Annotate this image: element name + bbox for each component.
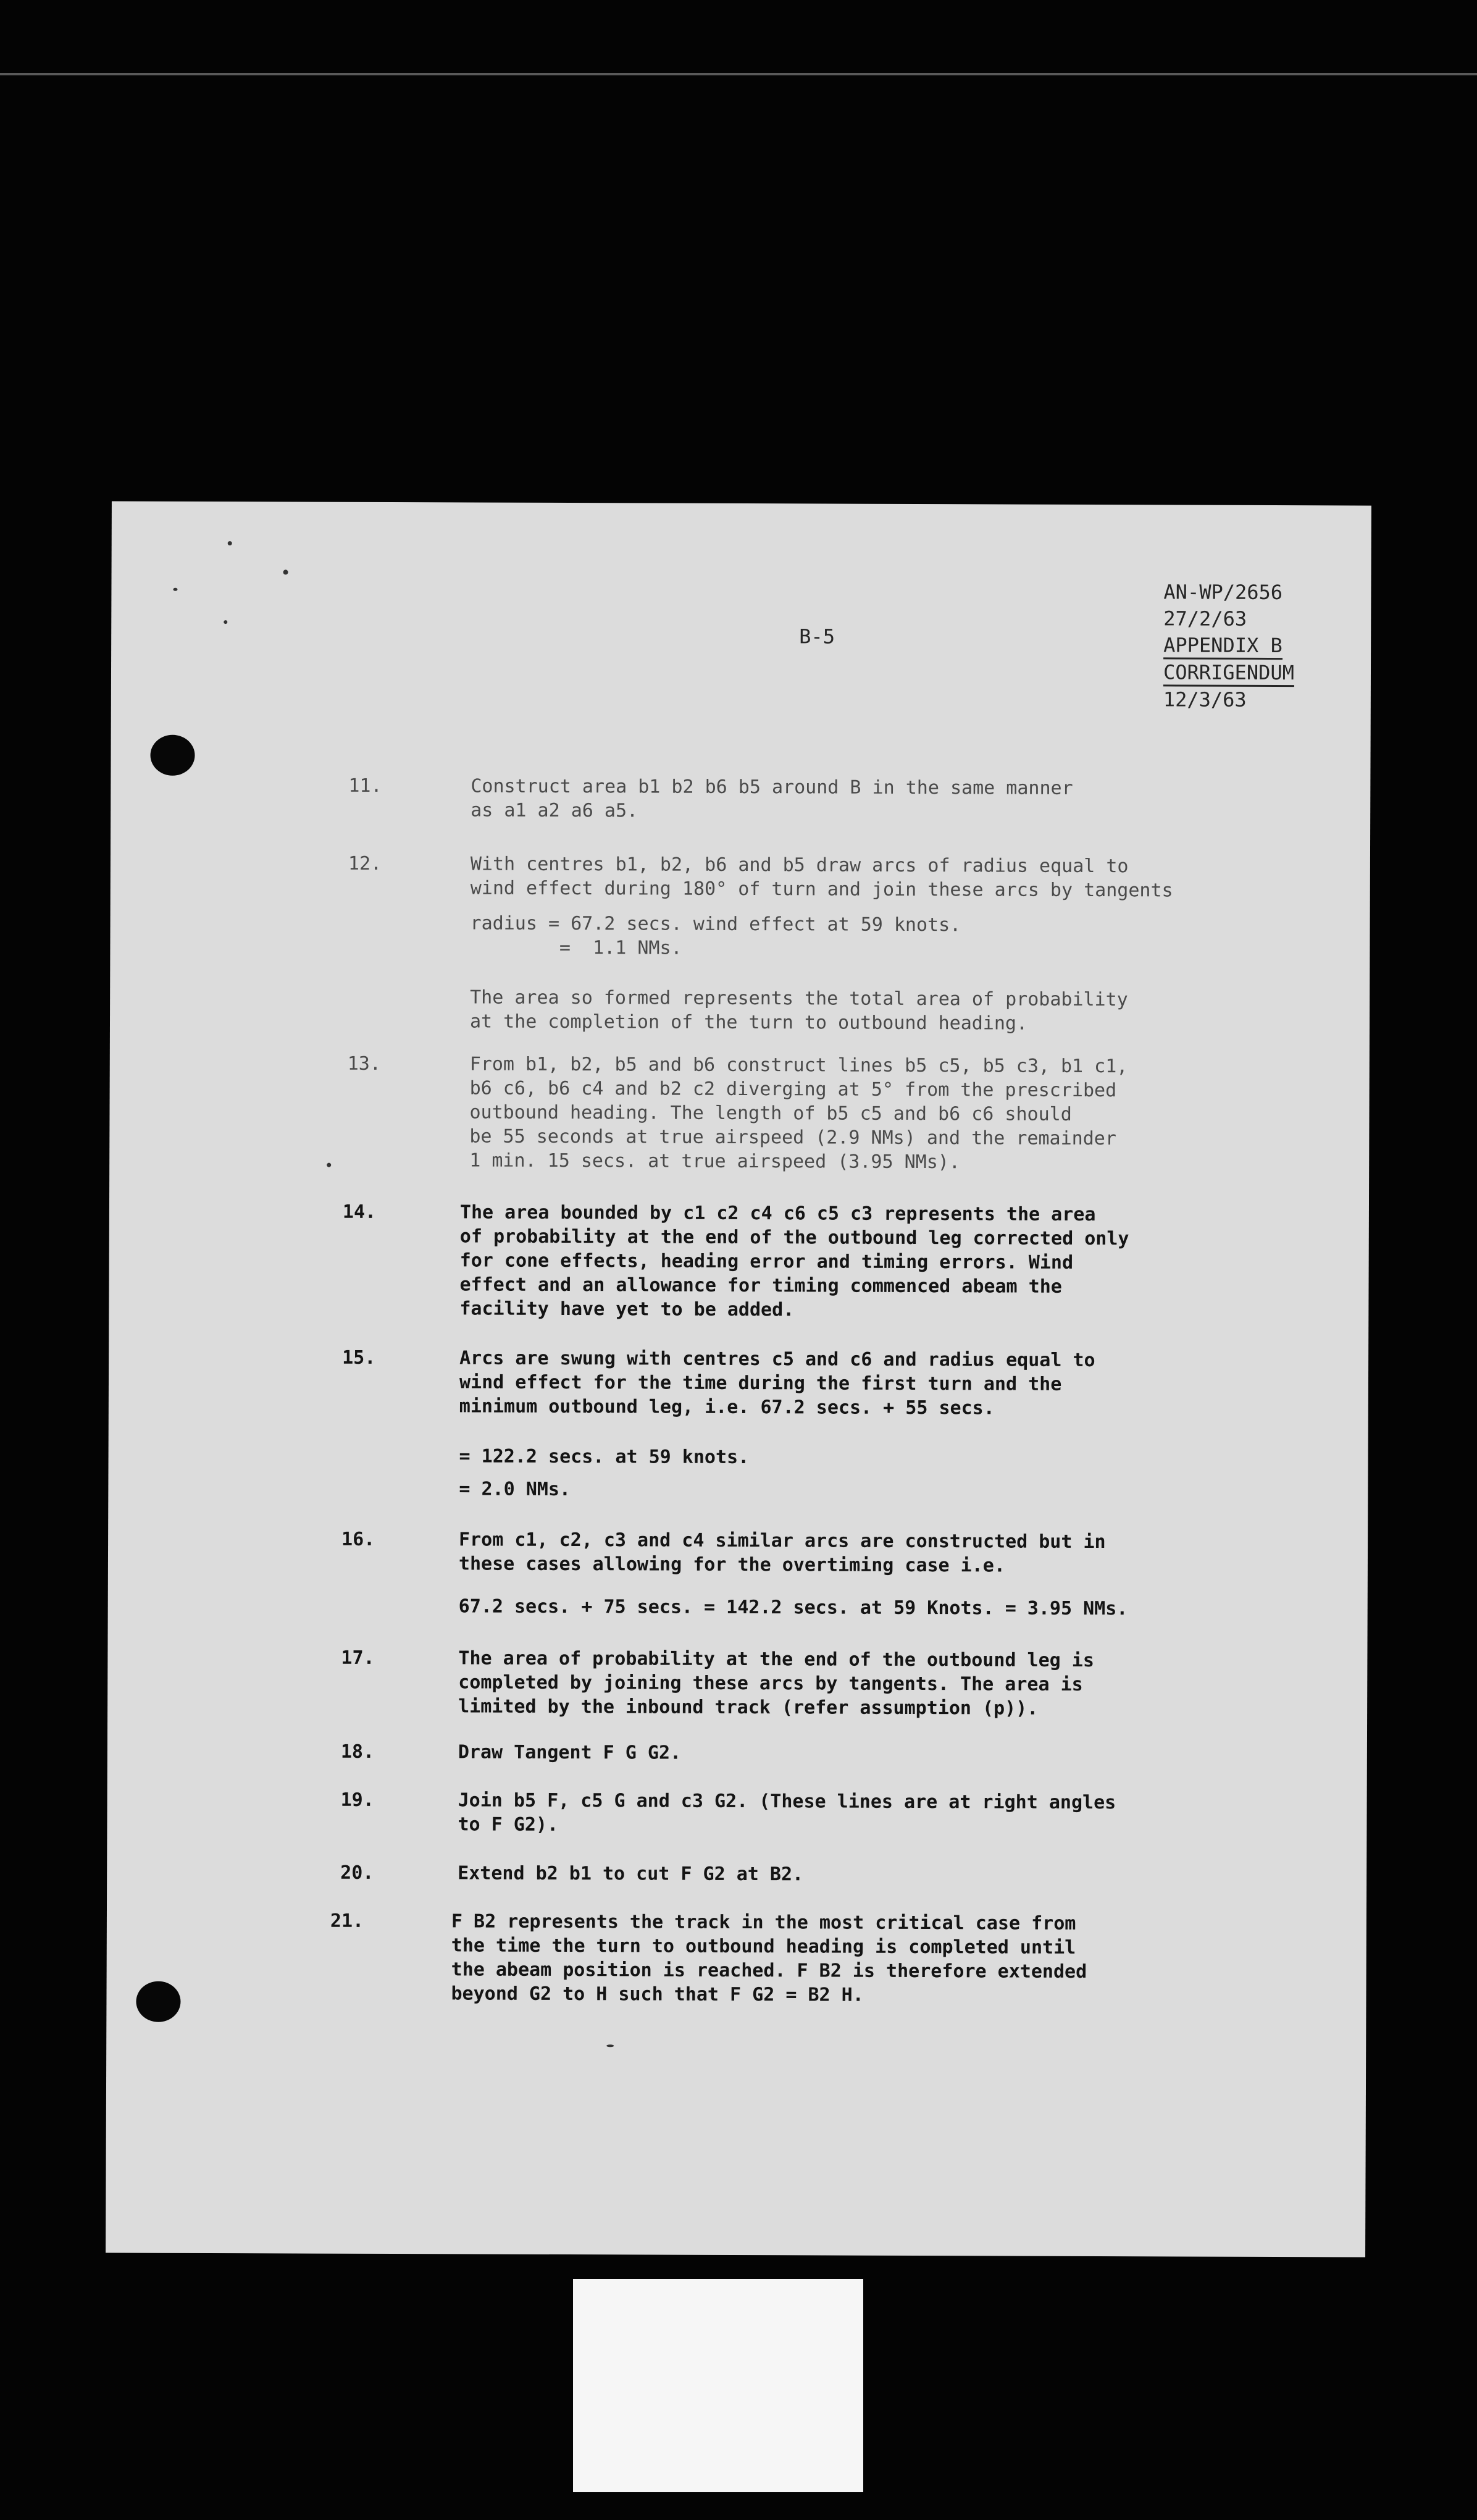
- document-header: [1163, 579, 1295, 713]
- speck: [327, 1163, 331, 1167]
- text-line: outbound heading. The length of b5 c5 and b6 c6 should: [469, 1101, 1072, 1125]
- text-line: The area bounded by c1 c2 c4 c6 c5 c3 represents the area: [459, 1201, 1096, 1226]
- text-line: From b1, b2, b5 and b6 construct lines b5 c5, b5 c3, b1 c1,: [469, 1053, 1128, 1078]
- text-line: From c1, c2, c3 and c4 similar arcs are constructed but in: [459, 1529, 1106, 1553]
- punch-hole-bottom: [136, 1981, 180, 2022]
- text-line: completed by joining these arcs by tangents. The area is: [458, 1671, 1083, 1695]
- text-line: 67.2 secs. + 75 secs. = 142.2 secs. at 59 Knots. = 3.95 NMs.: [458, 1595, 1128, 1620]
- text-line: limited by the inbound track (refer assumption (p)).: [458, 1695, 1039, 1720]
- paragraph-number: 20.: [340, 1862, 374, 1884]
- document-page: [106, 501, 1371, 2257]
- paragraph-number: 19.: [340, 1789, 374, 1811]
- text-line: the abeam position is reached. F B2 is therefore extended: [451, 1959, 1087, 1983]
- document-date: 27/2/63: [1163, 607, 1247, 631]
- paragraph-number: 18.: [340, 1741, 375, 1763]
- text-line: b6 c6, b6 c4 and b2 c2 diverging at 5° from the prescribed: [469, 1077, 1117, 1102]
- corrigendum-date: 12/3/63: [1163, 687, 1247, 712]
- text-line: The area so formed represents the total area of probability: [470, 986, 1128, 1011]
- speck: [173, 588, 177, 591]
- film-label-slip: [573, 2279, 863, 2492]
- text-line: the time the turn to outbound heading is completed until: [451, 1934, 1076, 1959]
- text-line: = 1.1 NMs.: [470, 936, 682, 959]
- appendix-label: APPENDIX B: [1163, 632, 1282, 660]
- speck: [224, 620, 227, 624]
- paragraph-number: 16.: [341, 1528, 375, 1550]
- paragraph-number: 15.: [342, 1346, 376, 1369]
- paragraph-number: 11.: [348, 775, 382, 797]
- paragraph-number: 21.: [330, 1910, 364, 1932]
- speck: [283, 569, 288, 574]
- page-number: B-5: [799, 624, 835, 649]
- text-line: Join b5 F, c5 G and c3 G2. (These lines are at right angles: [458, 1789, 1116, 1814]
- text-line: to F G2).: [458, 1813, 559, 1836]
- text-line: be 55 seconds at true airspeed (2.9 NMs) and the remainder: [469, 1125, 1117, 1150]
- text-line: The area of probability at the end of the outbound leg is: [458, 1647, 1094, 1672]
- paragraph-number: 17.: [341, 1647, 375, 1669]
- paragraph-number: 14.: [342, 1201, 377, 1223]
- text-line: Extend b2 b1 to cut F G2 at B2.: [458, 1862, 804, 1886]
- text-line: effect and an allowance for timing commenced abeam the: [459, 1274, 1062, 1298]
- text-line: facility have yet to be added.: [459, 1298, 795, 1321]
- text-line: wind effect for the time during the first turn and the: [459, 1371, 1062, 1395]
- text-line: minimum outbound leg, i.e. 67.2 secs. + 55 secs.: [459, 1395, 995, 1419]
- paragraph-number: 13.: [347, 1052, 382, 1075]
- text-line: 1 min. 15 secs. at true airspeed (3.95 NMs).: [469, 1149, 961, 1174]
- text-line: Arcs are swung with centres c5 and c6 and radius equal to: [459, 1347, 1095, 1372]
- text-line: at the completion of the turn to outbound heading.: [469, 1010, 1028, 1035]
- text-line: F B2 represents the track in the most critical case from: [451, 1910, 1076, 1934]
- text-line: of probability at the end of the outbound leg corrected only: [459, 1225, 1129, 1250]
- text-line: radius = 67.2 secs. wind effect at 59 knots.: [470, 912, 961, 936]
- document-reference: AN-WP/2656: [1163, 580, 1283, 605]
- text-line: these cases allowing for the overtiming case i.e.: [458, 1553, 1006, 1577]
- corrigendum-label: CORRIGENDUM: [1163, 660, 1294, 687]
- text-line: as a1 a2 a6 a5.: [471, 799, 638, 822]
- text-line: = 2.0 NMs.: [459, 1478, 571, 1501]
- speck: [228, 541, 232, 545]
- film-edge-line: [0, 73, 1477, 75]
- text-line: = 122.2 secs. at 59 knots.: [459, 1445, 750, 1469]
- paragraph-number: 12.: [348, 852, 382, 875]
- text-line: Draw Tangent F G G2.: [458, 1741, 682, 1764]
- punch-hole-top: [150, 735, 195, 776]
- text-line: With centres b1, b2, b6 and b5 draw arcs of radius equal to: [470, 853, 1129, 878]
- speck: [606, 2044, 614, 2047]
- text-line: beyond G2 to H such that F G2 = B2 H.: [451, 1983, 864, 2006]
- text-line: for cone effects, heading error and timing errors. Wind: [459, 1250, 1074, 1274]
- text-line: wind effect during 180° of turn and join these arcs by tangents: [470, 877, 1173, 902]
- text-line: Construct area b1 b2 b6 b5 around B in the same manner: [471, 775, 1073, 799]
